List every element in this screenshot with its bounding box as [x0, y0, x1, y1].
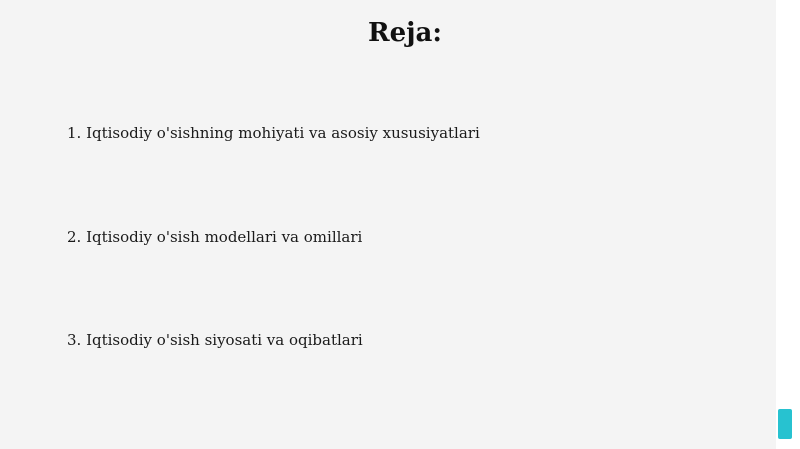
scrollbar-thumb[interactable]: [778, 409, 792, 439]
plan-item: 2. Iqtisodiy o'sish modellari va omillari: [67, 228, 363, 246]
slide-title: Reja:: [367, 18, 442, 48]
plan-item: 3. Iqtisodiy o'sish siyosati va oqibatlari: [67, 331, 363, 349]
plan-item: 1. Iqtisodiy o'sishning mohiyati va asosiy xususiyatlari: [67, 124, 480, 142]
scrollbar-track[interactable]: [776, 0, 800, 449]
